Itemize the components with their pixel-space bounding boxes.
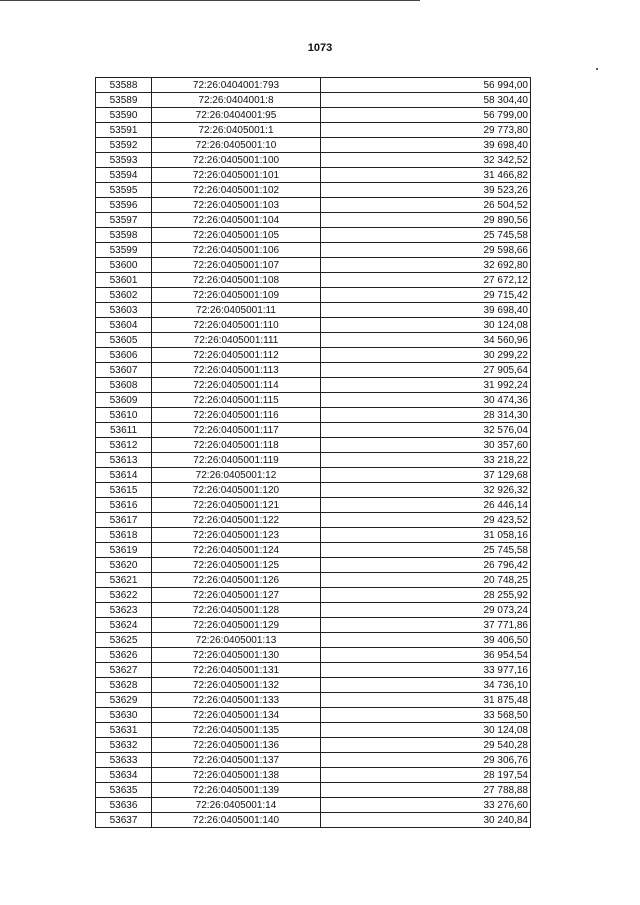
- table-row: [96, 183, 531, 198]
- scan-edge-line: [0, 0, 420, 1]
- table-row: [96, 543, 531, 558]
- value-cell: 37 129,68: [321, 468, 531, 483]
- row-number-cell: 53588: [96, 78, 152, 93]
- row-number-cell: 53627: [96, 663, 152, 678]
- value-cell: 30 299,22: [321, 348, 531, 363]
- value-cell: 25 745,58: [321, 543, 531, 558]
- table-row: [96, 273, 531, 288]
- value-cell: 30 474,36: [321, 393, 531, 408]
- value-cell: 36 954,54: [321, 648, 531, 663]
- value-cell: 29 890,56: [321, 213, 531, 228]
- value-cell: 39 523,26: [321, 183, 531, 198]
- cadastral-number-cell: 72:26:0405001:120: [152, 483, 321, 498]
- value-cell: 39 406,50: [321, 633, 531, 648]
- row-number-cell: 53633: [96, 753, 152, 768]
- cadastral-number-cell: 72:26:0405001:121: [152, 498, 321, 513]
- row-number-cell: 53608: [96, 378, 152, 393]
- cadastral-number-cell: 72:26:0405001:104: [152, 213, 321, 228]
- cadastral-number-cell: 72:26:0405001:113: [152, 363, 321, 378]
- row-number-cell: 53595: [96, 183, 152, 198]
- row-number-cell: 53630: [96, 708, 152, 723]
- table-row: [96, 468, 531, 483]
- table-row: [96, 393, 531, 408]
- value-cell: 56 994,00: [321, 78, 531, 93]
- value-cell: 28 255,92: [321, 588, 531, 603]
- cadastral-number-cell: 72:26:0405001:132: [152, 678, 321, 693]
- cadastral-number-cell: 72:26:0404001:793: [152, 78, 321, 93]
- value-cell: 39 698,40: [321, 138, 531, 153]
- cadastral-number-cell: 72:26:0405001:101: [152, 168, 321, 183]
- row-number-cell: 53592: [96, 138, 152, 153]
- row-number-cell: 53603: [96, 303, 152, 318]
- table-row: [96, 363, 531, 378]
- value-cell: 56 799,00: [321, 108, 531, 123]
- table-row: [96, 753, 531, 768]
- table-row: [96, 723, 531, 738]
- cadastral-number-cell: 72:26:0405001:10: [152, 138, 321, 153]
- cadastral-number-cell: 72:26:0405001:134: [152, 708, 321, 723]
- row-number-cell: 53615: [96, 483, 152, 498]
- row-number-cell: 53610: [96, 408, 152, 423]
- row-number-cell: 53593: [96, 153, 152, 168]
- table-row: [96, 618, 531, 633]
- value-cell: 26 796,42: [321, 558, 531, 573]
- table-row: [96, 738, 531, 753]
- value-cell: 29 540,28: [321, 738, 531, 753]
- cadastral-number-cell: 72:26:0405001:116: [152, 408, 321, 423]
- row-number-cell: 53625: [96, 633, 152, 648]
- value-cell: 32 926,32: [321, 483, 531, 498]
- table-row: [96, 678, 531, 693]
- table-row: [96, 558, 531, 573]
- cadastral-number-cell: 72:26:0405001:11: [152, 303, 321, 318]
- table-row: [96, 123, 531, 138]
- table-row: [96, 498, 531, 513]
- row-number-cell: 53629: [96, 693, 152, 708]
- table-row: [96, 693, 531, 708]
- table-row: [96, 513, 531, 528]
- value-cell: 39 698,40: [321, 303, 531, 318]
- cadastral-number-cell: 72:26:0405001:136: [152, 738, 321, 753]
- row-number-cell: 53623: [96, 603, 152, 618]
- row-number-cell: 53597: [96, 213, 152, 228]
- table-row: [96, 783, 531, 798]
- table-row: [96, 648, 531, 663]
- value-cell: 33 568,50: [321, 708, 531, 723]
- row-number-cell: 53621: [96, 573, 152, 588]
- row-number-cell: 53612: [96, 438, 152, 453]
- cadastral-number-cell: 72:26:0405001:14: [152, 798, 321, 813]
- value-cell: 30 240,84: [321, 813, 531, 828]
- value-cell: 20 748,25: [321, 573, 531, 588]
- cadastral-number-cell: 72:26:0405001:115: [152, 393, 321, 408]
- value-cell: 34 736,10: [321, 678, 531, 693]
- value-cell: 27 905,64: [321, 363, 531, 378]
- value-cell: 29 715,42: [321, 288, 531, 303]
- value-cell: 31 992,24: [321, 378, 531, 393]
- value-cell: 29 073,24: [321, 603, 531, 618]
- cadastral-number-cell: 72:26:0405001:118: [152, 438, 321, 453]
- cadastral-number-cell: 72:26:0405001:127: [152, 588, 321, 603]
- row-number-cell: 53624: [96, 618, 152, 633]
- table-row: [96, 153, 531, 168]
- value-cell: 31 466,82: [321, 168, 531, 183]
- cadastral-number-cell: 72:26:0405001:137: [152, 753, 321, 768]
- table-row: [96, 768, 531, 783]
- value-cell: 32 692,80: [321, 258, 531, 273]
- value-cell: 29 598,66: [321, 243, 531, 258]
- cadastral-number-cell: 72:26:0405001:108: [152, 273, 321, 288]
- value-cell: 30 357,60: [321, 438, 531, 453]
- value-cell: 33 977,16: [321, 663, 531, 678]
- row-number-cell: 53614: [96, 468, 152, 483]
- value-cell: 34 560,96: [321, 333, 531, 348]
- row-number-cell: 53620: [96, 558, 152, 573]
- cadastral-number-cell: 72:26:0405001:107: [152, 258, 321, 273]
- table-row: [96, 453, 531, 468]
- value-cell: 25 745,58: [321, 228, 531, 243]
- value-cell: 30 124,08: [321, 723, 531, 738]
- table-row: [96, 798, 531, 813]
- table-row: [96, 408, 531, 423]
- row-number-cell: 53591: [96, 123, 152, 138]
- value-cell: 26 446,14: [321, 498, 531, 513]
- cadastral-number-cell: 72:26:0405001:110: [152, 318, 321, 333]
- table-row: [96, 258, 531, 273]
- page-number: 1073: [307, 42, 333, 54]
- table-row: [96, 663, 531, 678]
- cadastral-number-cell: 72:26:0405001:13: [152, 633, 321, 648]
- row-number-cell: 53613: [96, 453, 152, 468]
- value-cell: 31 875,48: [321, 693, 531, 708]
- cadastral-number-cell: 72:26:0404001:8: [152, 93, 321, 108]
- value-cell: 33 218,22: [321, 453, 531, 468]
- row-number-cell: 53617: [96, 513, 152, 528]
- cadastral-number-cell: 72:26:0405001:12: [152, 468, 321, 483]
- value-cell: 29 423,52: [321, 513, 531, 528]
- row-number-cell: 53618: [96, 528, 152, 543]
- table-row: [96, 288, 531, 303]
- table-row: [96, 633, 531, 648]
- cadastral-number-cell: 72:26:0405001:129: [152, 618, 321, 633]
- table-row: [96, 483, 531, 498]
- table-row: [96, 228, 531, 243]
- row-number-cell: 53634: [96, 768, 152, 783]
- table-row: [96, 243, 531, 258]
- table-row: [96, 573, 531, 588]
- value-cell: 26 504,52: [321, 198, 531, 213]
- value-cell: 28 314,30: [321, 408, 531, 423]
- row-number-cell: 53631: [96, 723, 152, 738]
- table-body: [96, 78, 531, 828]
- table-row: [96, 348, 531, 363]
- table-row: [96, 438, 531, 453]
- cadastral-number-cell: 72:26:0405001:123: [152, 528, 321, 543]
- table-row: [96, 813, 531, 828]
- row-number-cell: 53628: [96, 678, 152, 693]
- row-number-cell: 53594: [96, 168, 152, 183]
- row-number-cell: 53616: [96, 498, 152, 513]
- value-cell: 29 306,76: [321, 753, 531, 768]
- row-number-cell: 53602: [96, 288, 152, 303]
- value-cell: 31 058,16: [321, 528, 531, 543]
- cadastral-number-cell: 72:26:0405001:117: [152, 423, 321, 438]
- row-number-cell: 53611: [96, 423, 152, 438]
- table-row: [96, 333, 531, 348]
- table-row: [96, 378, 531, 393]
- cadastral-number-cell: 72:26:0405001:102: [152, 183, 321, 198]
- table-row: [96, 213, 531, 228]
- value-cell: 28 197,54: [321, 768, 531, 783]
- row-number-cell: 53605: [96, 333, 152, 348]
- table-row: [96, 708, 531, 723]
- table-row: [96, 93, 531, 108]
- row-number-cell: 53598: [96, 228, 152, 243]
- row-number-cell: 53622: [96, 588, 152, 603]
- cadastral-number-cell: 72:26:0405001:105: [152, 228, 321, 243]
- cadastral-number-cell: 72:26:0405001:100: [152, 153, 321, 168]
- table-row: [96, 303, 531, 318]
- cadastral-number-cell: 72:26:0405001:119: [152, 453, 321, 468]
- table-row: [96, 318, 531, 333]
- row-number-cell: 53607: [96, 363, 152, 378]
- table-row: [96, 168, 531, 183]
- cadastral-number-cell: 72:26:0405001:131: [152, 663, 321, 678]
- row-number-cell: 53590: [96, 108, 152, 123]
- table-row: [96, 138, 531, 153]
- cadastral-number-cell: 72:26:0405001:122: [152, 513, 321, 528]
- data-table: [95, 77, 531, 828]
- row-number-cell: 53636: [96, 798, 152, 813]
- cadastral-number-cell: 72:26:0405001:125: [152, 558, 321, 573]
- cadastral-number-cell: 72:26:0405001:135: [152, 723, 321, 738]
- table-row: [96, 198, 531, 213]
- cadastral-number-cell: 72:26:0405001:114: [152, 378, 321, 393]
- cadastral-number-cell: 72:26:0405001:126: [152, 573, 321, 588]
- row-number-cell: 53609: [96, 393, 152, 408]
- cadastral-number-cell: 72:26:0405001:106: [152, 243, 321, 258]
- scan-speck: [596, 68, 598, 70]
- row-number-cell: 53606: [96, 348, 152, 363]
- table-row: [96, 528, 531, 543]
- value-cell: 58 304,40: [321, 93, 531, 108]
- table-row: [96, 108, 531, 123]
- cadastral-number-cell: 72:26:0405001:139: [152, 783, 321, 798]
- row-number-cell: 53600: [96, 258, 152, 273]
- value-cell: 32 576,04: [321, 423, 531, 438]
- row-number-cell: 53619: [96, 543, 152, 558]
- cadastral-number-cell: 72:26:0405001:111: [152, 333, 321, 348]
- cadastral-number-cell: 72:26:0404001:95: [152, 108, 321, 123]
- table-row: [96, 78, 531, 93]
- table-row: [96, 603, 531, 618]
- value-cell: 32 342,52: [321, 153, 531, 168]
- value-cell: 27 788,88: [321, 783, 531, 798]
- row-number-cell: 53604: [96, 318, 152, 333]
- row-number-cell: 53601: [96, 273, 152, 288]
- cadastral-number-cell: 72:26:0405001:140: [152, 813, 321, 828]
- cadastral-number-cell: 72:26:0405001:124: [152, 543, 321, 558]
- cadastral-number-cell: 72:26:0405001:133: [152, 693, 321, 708]
- row-number-cell: 53626: [96, 648, 152, 663]
- value-cell: 29 773,80: [321, 123, 531, 138]
- row-number-cell: 53589: [96, 93, 152, 108]
- value-cell: 37 771,86: [321, 618, 531, 633]
- cadastral-number-cell: 72:26:0405001:138: [152, 768, 321, 783]
- row-number-cell: 53596: [96, 198, 152, 213]
- value-cell: 27 672,12: [321, 273, 531, 288]
- row-number-cell: 53635: [96, 783, 152, 798]
- row-number-cell: 53632: [96, 738, 152, 753]
- table-row: [96, 588, 531, 603]
- value-cell: 33 276,60: [321, 798, 531, 813]
- cadastral-number-cell: 72:26:0405001:109: [152, 288, 321, 303]
- row-number-cell: 53599: [96, 243, 152, 258]
- value-cell: 30 124,08: [321, 318, 531, 333]
- cadastral-number-cell: 72:26:0405001:130: [152, 648, 321, 663]
- row-number-cell: 53637: [96, 813, 152, 828]
- cadastral-number-cell: 72:26:0405001:103: [152, 198, 321, 213]
- cadastral-number-cell: 72:26:0405001:1: [152, 123, 321, 138]
- cadastral-number-cell: 72:26:0405001:128: [152, 603, 321, 618]
- cadastral-number-cell: 72:26:0405001:112: [152, 348, 321, 363]
- table-row: [96, 423, 531, 438]
